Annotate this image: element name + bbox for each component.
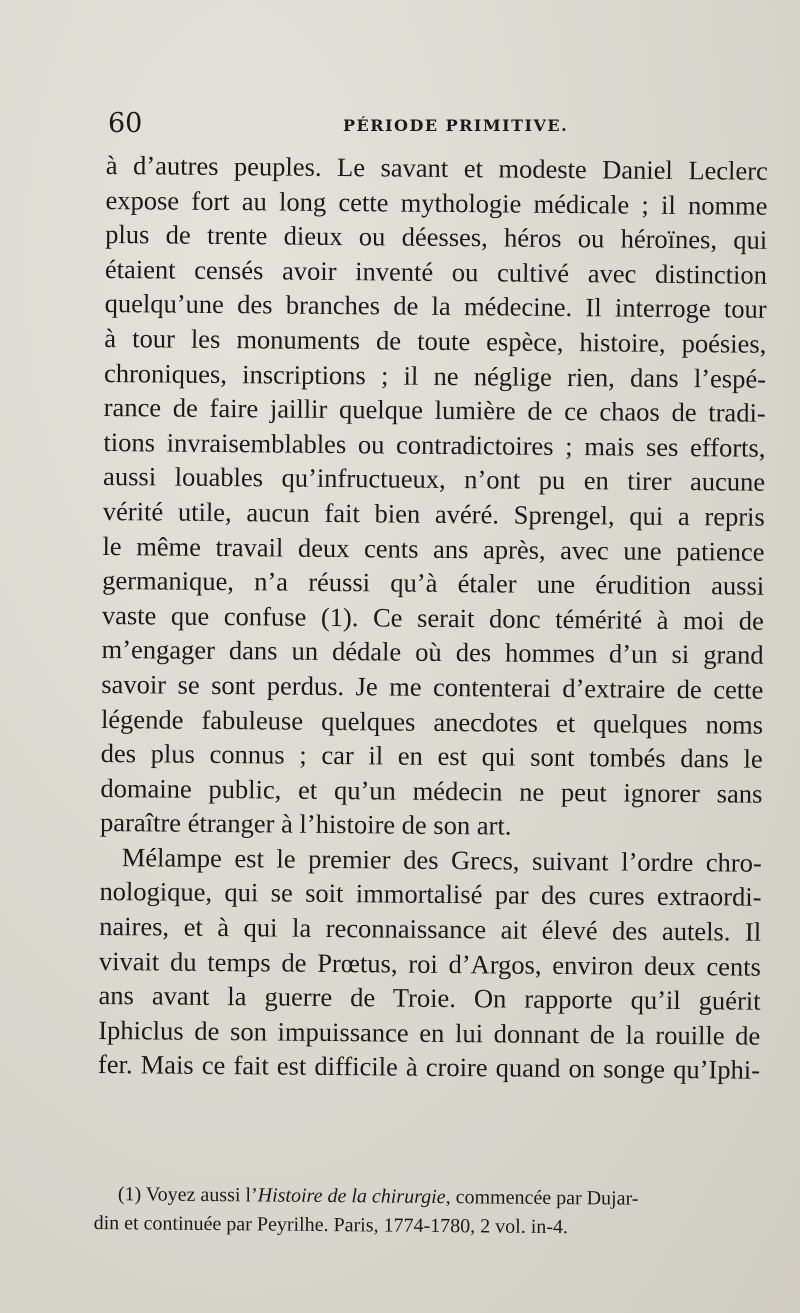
text-line: savoir se sont perdus. Je me contenterai d’extraire de cette [101, 668, 764, 705]
running-head: PÉRIODE PRIMITIVE. [343, 116, 569, 135]
text-line: tions invraisemblables ou contradictoires ; mais ses efforts, [103, 426, 766, 463]
text-line: à tour les monuments de toute espèce, histoire, poésies, [104, 322, 767, 359]
footnote [93, 1180, 763, 1244]
text-line: aussi louables qu’infructueux, n’ont pu en tirer aucune [103, 461, 766, 498]
paragraph-1 [100, 148, 768, 846]
text-line: le même travail deux cents ans après, avec une patience [102, 530, 765, 567]
text-line: paraître étranger à l’histoire de son art. [99, 807, 512, 841]
body-text [98, 148, 768, 1088]
text-line: vivait du temps de Prœtus, roi d’Argos, environ deux cents [98, 945, 762, 982]
page-number: 60 [108, 108, 143, 139]
text-line: expose fort au long cette mythologie médicale ; il nomme [105, 184, 768, 221]
text-line: étaient censés avoir inventé ou cultivé avec distinction [104, 253, 768, 290]
text-line: rance de faire jaillir quelque lumière de ce chaos de tradi- [103, 392, 766, 428]
text-line: plus de trente dieux ou déesses, héros ou héroïnes, qui [105, 219, 768, 255]
text-line: vérité utile, aucun fait bien avéré. Sprengel, qui a repris [102, 495, 765, 532]
footnote-text: , commencée par Dujar- [445, 1186, 639, 1210]
text-line: fer. Mais ce fait est difficile à croire quand on songe qu’Iphi- [97, 1049, 761, 1086]
footnote-text: Voyez aussi l’ [141, 1183, 258, 1207]
text-line: nologique, qui se soit immortalisé par des cures extraordi- [99, 876, 762, 913]
text-line: à d’autres peuples. Le savant et modeste Daniel Leclerc [105, 149, 768, 186]
text-line: Iphiclus de son impuissance en lui donnant de la rouille de [98, 1014, 761, 1051]
text-line: Mélampe est le premier des Grecs, suivant l’ordre chro- [121, 842, 762, 878]
text-line: vaste que confuse (1). Ce serait donc témérité à moi de [101, 599, 765, 636]
text-line: quelqu’une des branches de la médecine. Il interroge tour [104, 288, 767, 325]
page-header [108, 108, 760, 142]
footnote-title: Histoire de la chirurgie [257, 1184, 446, 1209]
paragraph-2 [100, 840, 762, 880]
text-line: chroniques, inscriptions ; il ne néglige rien, dans l’espé- [103, 357, 767, 394]
text-line: germanique, n’a réussi qu’à étaler une érudition aussi [102, 565, 765, 601]
text-line: domaine public, et qu’un médecin ne peut ignorer sans [100, 772, 763, 809]
text-line: m’engager dans un dédale où des hommes d’un si grand [101, 634, 764, 671]
text-line: des plus connus ; car il en est qui sont tombés dans le [100, 738, 763, 774]
text-line: naires, et à qui la reconnaissance ait élevé des autels. Il [99, 911, 762, 947]
footnote-marker: (1) [117, 1183, 142, 1206]
footnote-line: din et continuée par Peyrilhe. Paris, 1774-1780, 2 vol. in-4. [93, 1211, 569, 1239]
text-line: ans avant la guerre de Troie. On rapporte qu’il guérit [98, 980, 761, 1016]
text-line: légende fabuleuse quelques anecdotes et quelques noms [100, 703, 764, 740]
paragraph-2-cont [98, 874, 762, 1087]
